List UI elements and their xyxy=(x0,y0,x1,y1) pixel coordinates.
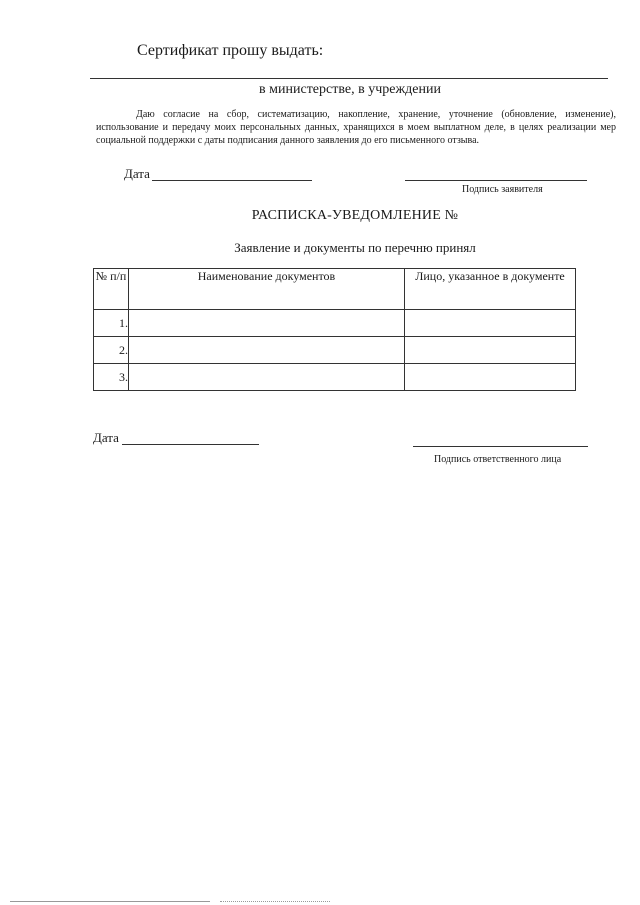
row-number: 1. xyxy=(94,310,129,337)
document-name-cell[interactable] xyxy=(129,364,405,391)
header-number: № п/п xyxy=(94,269,129,310)
table-row xyxy=(94,337,576,364)
header-person: Лицо, указанное в документе xyxy=(405,269,576,310)
receipt-subtitle: Заявление и документы по перечню принял xyxy=(234,240,476,255)
scan-edge-line xyxy=(220,901,330,902)
documents-table xyxy=(93,268,576,391)
applicant-signature-field[interactable] xyxy=(405,180,587,181)
table-row xyxy=(94,310,576,337)
scan-edge-line xyxy=(10,901,210,902)
official-date-label: Дата xyxy=(93,430,119,445)
official-signature-field[interactable] xyxy=(413,446,588,447)
row-number: 3. xyxy=(94,364,129,391)
official-date-field[interactable] xyxy=(122,444,259,445)
person-cell[interactable] xyxy=(405,364,576,391)
table-row xyxy=(94,364,576,391)
header-document-name: Наименование документов xyxy=(129,269,405,310)
consent-paragraph xyxy=(96,108,616,147)
official-signature-caption: Подпись ответственного лица xyxy=(434,454,562,465)
receipt-title: РАСПИСКА-УВЕДОМЛЕНИЕ № xyxy=(251,208,459,223)
applicant-signature-caption: Подпись заявителя xyxy=(462,184,543,195)
ministry-underline xyxy=(90,78,608,79)
row-number: 2. xyxy=(94,337,129,364)
document-name-cell[interactable] xyxy=(129,310,405,337)
applicant-date-field[interactable] xyxy=(152,180,312,181)
person-cell[interactable] xyxy=(405,310,576,337)
applicant-date-label: Дата xyxy=(124,166,150,181)
table-header-row xyxy=(94,269,576,310)
consent-text: Даю согласие на сбор, систематизацию, накопление, хранение, уточнение (обновление, изменение), использование и передачу моих персональных данных, хранящихся в моем выплатном деле, в целях реализации мер социальной поддержки с даты подписания данного заявления до его письменного отзыва. xyxy=(96,109,616,146)
document-name-cell[interactable] xyxy=(129,337,405,364)
ministry-caption: в министерстве, в учреждении xyxy=(259,82,441,97)
person-cell[interactable] xyxy=(405,337,576,364)
request-title: Сертификат прошу выдать: xyxy=(137,42,324,59)
